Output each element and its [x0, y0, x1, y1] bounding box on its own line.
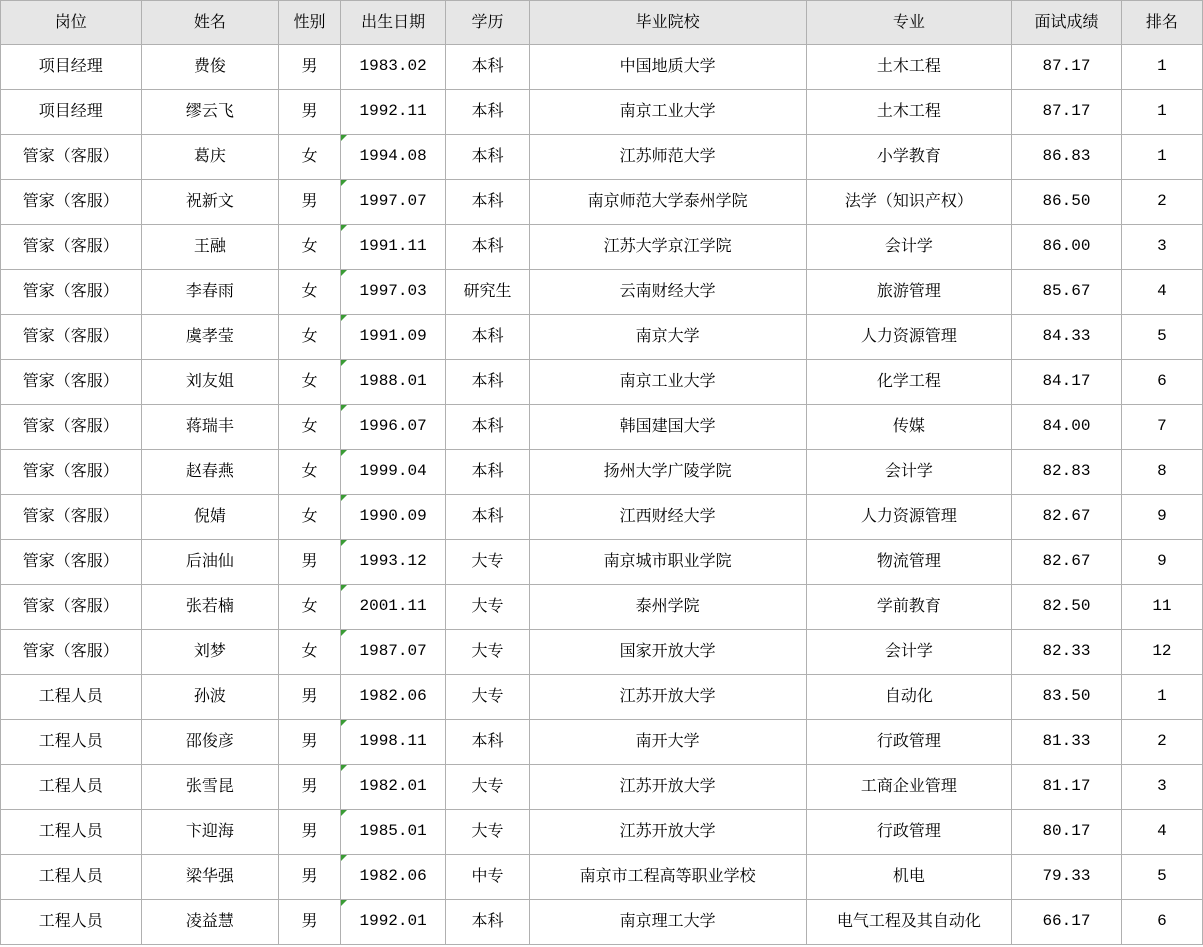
column-header-post: 岗位: [1, 1, 142, 45]
cell-gender: 女: [279, 135, 341, 180]
cell-major: 传媒: [806, 405, 1011, 450]
cell-birth-date-with-comment-marker: 1985.01: [340, 810, 446, 855]
cell-name: 凌益慧: [141, 900, 279, 945]
cell-major: 电气工程及其自动化: [806, 900, 1011, 945]
cell-rank: 3: [1121, 765, 1202, 810]
cell-education: 大专: [446, 810, 529, 855]
cell-post: 工程人员: [1, 900, 142, 945]
table-row: [1, 135, 1203, 180]
cell-school: 泰州学院: [529, 585, 806, 630]
cell-birth-date-with-comment-marker: 1990.09: [340, 495, 446, 540]
cell-birth-date: 1992.11: [340, 90, 446, 135]
cell-name: 蒋瑞丰: [141, 405, 279, 450]
cell-gender: 男: [279, 540, 341, 585]
cell-school: 中国地质大学: [529, 45, 806, 90]
cell-rank: 1: [1121, 90, 1202, 135]
cell-major: 行政管理: [806, 720, 1011, 765]
cell-interview-score: 81.17: [1012, 765, 1122, 810]
cell-interview-score: 80.17: [1012, 810, 1122, 855]
cell-rank: 1: [1121, 45, 1202, 90]
table-row: [1, 90, 1203, 135]
cell-interview-score: 79.33: [1012, 855, 1122, 900]
table-header-row: [1, 1, 1203, 45]
table-row: [1, 270, 1203, 315]
table-row: [1, 540, 1203, 585]
cell-education: 本科: [446, 135, 529, 180]
cell-school: 南开大学: [529, 720, 806, 765]
cell-gender: 女: [279, 225, 341, 270]
cell-rank: 9: [1121, 540, 1202, 585]
cell-interview-score: 86.50: [1012, 180, 1122, 225]
cell-school: 南京城市职业学院: [529, 540, 806, 585]
table-row: [1, 450, 1203, 495]
cell-education: 大专: [446, 675, 529, 720]
cell-birth-date: 1982.06: [340, 675, 446, 720]
cell-rank: 5: [1121, 855, 1202, 900]
cell-interview-score: 66.17: [1012, 900, 1122, 945]
cell-school: 江苏师范大学: [529, 135, 806, 180]
cell-name: 王融: [141, 225, 279, 270]
column-header-gender: 性别: [279, 1, 341, 45]
cell-school: 江苏开放大学: [529, 765, 806, 810]
cell-school: 南京工业大学: [529, 90, 806, 135]
cell-gender: 男: [279, 900, 341, 945]
cell-post: 项目经理: [1, 45, 142, 90]
cell-gender: 女: [279, 495, 341, 540]
cell-gender: 女: [279, 405, 341, 450]
cell-rank: 5: [1121, 315, 1202, 360]
cell-gender: 女: [279, 450, 341, 495]
cell-education: 大专: [446, 540, 529, 585]
cell-interview-score: 83.50: [1012, 675, 1122, 720]
cell-school: 南京师范大学泰州学院: [529, 180, 806, 225]
cell-education: 本科: [446, 225, 529, 270]
table-row: [1, 585, 1203, 630]
cell-interview-score: 85.67: [1012, 270, 1122, 315]
cell-major: 行政管理: [806, 810, 1011, 855]
cell-name: 祝新文: [141, 180, 279, 225]
cell-birth-date-with-comment-marker: 1991.09: [340, 315, 446, 360]
cell-major: 人力资源管理: [806, 495, 1011, 540]
cell-rank: 6: [1121, 900, 1202, 945]
cell-interview-score: 82.67: [1012, 495, 1122, 540]
cell-interview-score: 82.33: [1012, 630, 1122, 675]
cell-gender: 女: [279, 270, 341, 315]
cell-post: 管家（客服）: [1, 540, 142, 585]
cell-name: 邵俊彦: [141, 720, 279, 765]
cell-post: 管家（客服）: [1, 405, 142, 450]
cell-birth-date-with-comment-marker: 1987.07: [340, 630, 446, 675]
cell-major: 土木工程: [806, 90, 1011, 135]
cell-name: 缪云飞: [141, 90, 279, 135]
cell-gender: 女: [279, 585, 341, 630]
column-header-birth-date: 出生日期: [340, 1, 446, 45]
cell-post: 管家（客服）: [1, 360, 142, 405]
cell-school: 云南财经大学: [529, 270, 806, 315]
cell-post: 工程人员: [1, 720, 142, 765]
cell-education: 本科: [446, 360, 529, 405]
table-row: [1, 630, 1203, 675]
cell-major: 学前教育: [806, 585, 1011, 630]
cell-interview-score: 84.00: [1012, 405, 1122, 450]
column-header-education: 学历: [446, 1, 529, 45]
cell-rank: 1: [1121, 135, 1202, 180]
column-header-school: 毕业院校: [529, 1, 806, 45]
cell-name: 张若楠: [141, 585, 279, 630]
cell-birth-date-with-comment-marker: 1997.03: [340, 270, 446, 315]
cell-education: 大专: [446, 630, 529, 675]
cell-post: 管家（客服）: [1, 225, 142, 270]
cell-post: 管家（客服）: [1, 180, 142, 225]
cell-rank: 2: [1121, 720, 1202, 765]
cell-school: 南京大学: [529, 315, 806, 360]
cell-birth-date-with-comment-marker: 1988.01: [340, 360, 446, 405]
cell-name: 倪婧: [141, 495, 279, 540]
cell-rank: 6: [1121, 360, 1202, 405]
cell-education: 本科: [446, 900, 529, 945]
cell-post: 管家（客服）: [1, 135, 142, 180]
table-row: [1, 360, 1203, 405]
table-row: [1, 315, 1203, 360]
cell-gender: 男: [279, 45, 341, 90]
cell-post: 工程人员: [1, 855, 142, 900]
cell-birth-date-with-comment-marker: 1991.11: [340, 225, 446, 270]
cell-gender: 男: [279, 180, 341, 225]
cell-rank: 11: [1121, 585, 1202, 630]
table-row: [1, 765, 1203, 810]
table-row: [1, 810, 1203, 855]
cell-school: 南京理工大学: [529, 900, 806, 945]
cell-name: 卞迎海: [141, 810, 279, 855]
column-header-name: 姓名: [141, 1, 279, 45]
cell-post: 管家（客服）: [1, 630, 142, 675]
table-row: [1, 720, 1203, 765]
cell-name: 刘梦: [141, 630, 279, 675]
cell-major: 会计学: [806, 225, 1011, 270]
cell-interview-score: 82.67: [1012, 540, 1122, 585]
table-row: [1, 675, 1203, 720]
cell-birth-date-with-comment-marker: 1993.12: [340, 540, 446, 585]
cell-education: 本科: [446, 495, 529, 540]
cell-rank: 4: [1121, 270, 1202, 315]
table-row: [1, 855, 1203, 900]
column-header-interview-score: 面试成绩: [1012, 1, 1122, 45]
cell-major: 工商企业管理: [806, 765, 1011, 810]
table-row: [1, 180, 1203, 225]
table-body: [1, 45, 1203, 945]
cell-interview-score: 82.83: [1012, 450, 1122, 495]
cell-birth-date-with-comment-marker: 1992.01: [340, 900, 446, 945]
cell-birth-date-with-comment-marker: 1982.06: [340, 855, 446, 900]
table-row: [1, 900, 1203, 945]
cell-major: 化学工程: [806, 360, 1011, 405]
cell-major: 人力资源管理: [806, 315, 1011, 360]
cell-interview-score: 86.00: [1012, 225, 1122, 270]
cell-rank: 4: [1121, 810, 1202, 855]
cell-gender: 男: [279, 90, 341, 135]
cell-major: 自动化: [806, 675, 1011, 720]
cell-birth-date-with-comment-marker: 2001.11: [340, 585, 446, 630]
cell-major: 法学（知识产权）: [806, 180, 1011, 225]
cell-post: 管家（客服）: [1, 585, 142, 630]
cell-name: 赵春燕: [141, 450, 279, 495]
cell-gender: 男: [279, 765, 341, 810]
cell-post: 管家（客服）: [1, 495, 142, 540]
cell-rank: 7: [1121, 405, 1202, 450]
cell-birth-date: 1983.02: [340, 45, 446, 90]
cell-gender: 男: [279, 810, 341, 855]
cell-education: 本科: [446, 45, 529, 90]
table-row: [1, 45, 1203, 90]
cell-school: 韩国建国大学: [529, 405, 806, 450]
cell-interview-score: 87.17: [1012, 90, 1122, 135]
cell-school: 国家开放大学: [529, 630, 806, 675]
cell-rank: 3: [1121, 225, 1202, 270]
cell-interview-score: 82.50: [1012, 585, 1122, 630]
cell-education: 本科: [446, 720, 529, 765]
cell-education: 本科: [446, 315, 529, 360]
cell-school: 江西财经大学: [529, 495, 806, 540]
column-header-rank: 排名: [1121, 1, 1202, 45]
cell-post: 工程人员: [1, 765, 142, 810]
cell-school: 南京工业大学: [529, 360, 806, 405]
cell-birth-date-with-comment-marker: 1999.04: [340, 450, 446, 495]
cell-major: 会计学: [806, 630, 1011, 675]
cell-education: 大专: [446, 765, 529, 810]
cell-birth-date-with-comment-marker: 1996.07: [340, 405, 446, 450]
cell-rank: 1: [1121, 675, 1202, 720]
cell-school: 南京市工程高等职业学校: [529, 855, 806, 900]
cell-education: 本科: [446, 90, 529, 135]
cell-interview-score: 84.33: [1012, 315, 1122, 360]
cell-rank: 12: [1121, 630, 1202, 675]
cell-name: 刘友姐: [141, 360, 279, 405]
cell-interview-score: 87.17: [1012, 45, 1122, 90]
cell-birth-date-with-comment-marker: 1997.07: [340, 180, 446, 225]
cell-interview-score: 81.33: [1012, 720, 1122, 765]
cell-post: 项目经理: [1, 90, 142, 135]
cell-gender: 男: [279, 855, 341, 900]
cell-school: 江苏开放大学: [529, 675, 806, 720]
cell-name: 梁华强: [141, 855, 279, 900]
cell-gender: 男: [279, 675, 341, 720]
cell-post: 工程人员: [1, 675, 142, 720]
table-row: [1, 225, 1203, 270]
cell-name: 李春雨: [141, 270, 279, 315]
cell-major: 会计学: [806, 450, 1011, 495]
cell-rank: 9: [1121, 495, 1202, 540]
cell-major: 小学教育: [806, 135, 1011, 180]
cell-birth-date-with-comment-marker: 1998.11: [340, 720, 446, 765]
cell-education: 本科: [446, 450, 529, 495]
table-row: [1, 405, 1203, 450]
cell-major: 物流管理: [806, 540, 1011, 585]
cell-school: 江苏开放大学: [529, 810, 806, 855]
cell-major: 旅游管理: [806, 270, 1011, 315]
cell-birth-date-with-comment-marker: 1994.08: [340, 135, 446, 180]
cell-school: 江苏大学京江学院: [529, 225, 806, 270]
cell-gender: 女: [279, 360, 341, 405]
cell-post: 工程人员: [1, 810, 142, 855]
cell-school: 扬州大学广陵学院: [529, 450, 806, 495]
cell-name: 后油仙: [141, 540, 279, 585]
cell-gender: 女: [279, 315, 341, 360]
cell-gender: 女: [279, 630, 341, 675]
cell-name: 张雪昆: [141, 765, 279, 810]
table-row: [1, 495, 1203, 540]
cell-education: 本科: [446, 405, 529, 450]
cell-gender: 男: [279, 720, 341, 765]
cell-name: 费俊: [141, 45, 279, 90]
cell-name: 孙波: [141, 675, 279, 720]
cell-post: 管家（客服）: [1, 450, 142, 495]
cell-major: 机电: [806, 855, 1011, 900]
cell-education: 研究生: [446, 270, 529, 315]
cell-education: 本科: [446, 180, 529, 225]
cell-rank: 2: [1121, 180, 1202, 225]
cell-major: 土木工程: [806, 45, 1011, 90]
cell-name: 葛庆: [141, 135, 279, 180]
cell-interview-score: 84.17: [1012, 360, 1122, 405]
cell-interview-score: 86.83: [1012, 135, 1122, 180]
cell-post: 管家（客服）: [1, 315, 142, 360]
column-header-major: 专业: [806, 1, 1011, 45]
cell-rank: 8: [1121, 450, 1202, 495]
cell-birth-date-with-comment-marker: 1982.01: [340, 765, 446, 810]
cell-education: 大专: [446, 585, 529, 630]
cell-education: 中专: [446, 855, 529, 900]
cell-post: 管家（客服）: [1, 270, 142, 315]
cell-name: 虞孝莹: [141, 315, 279, 360]
